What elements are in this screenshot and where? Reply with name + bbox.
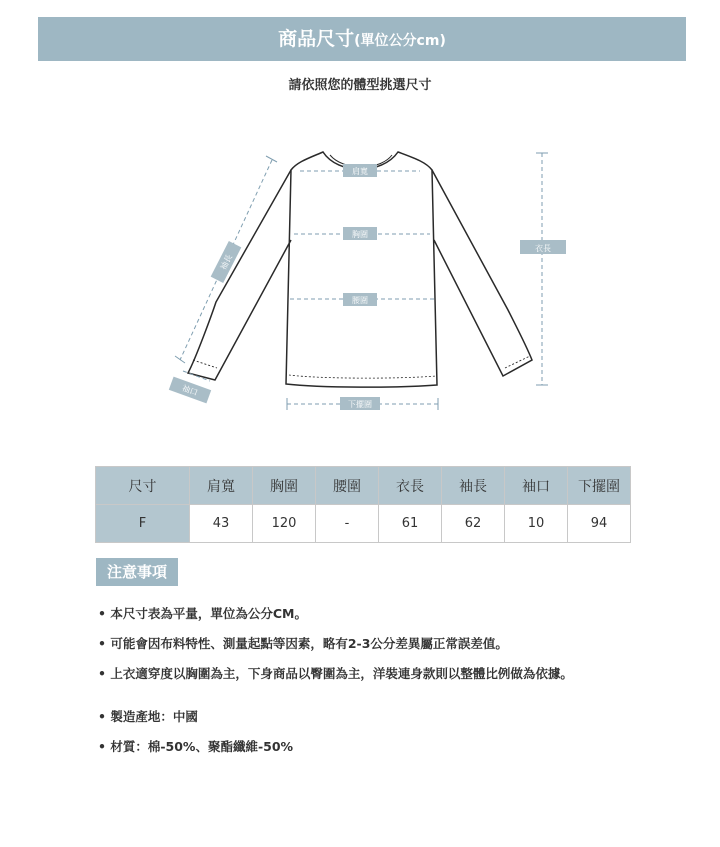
hem-label: 下擺圍: [348, 400, 372, 409]
table-row: [96, 505, 631, 543]
list-item: • 本尺寸表為平量，單位為公分CM。: [98, 604, 573, 620]
table-cell: -: [316, 505, 379, 543]
shoulder-label: 肩寬: [352, 167, 368, 176]
list-item: • 上衣適穿度以胸圍為主，下身商品以臀圍為主，洋裝連身款則以整體比例做為依據。: [98, 664, 573, 680]
subtitle: 請依照您的體型挑選尺寸: [288, 78, 432, 93]
notes-title: 注意事項: [96, 558, 178, 586]
left-cuff-rib: [193, 360, 217, 368]
table-header: 下擺圍: [568, 467, 631, 505]
notes-list: [98, 604, 573, 753]
table-header: 衣長: [379, 467, 442, 505]
table-cell: 62: [442, 505, 505, 543]
unit-note: (單位公分cm): [354, 33, 446, 49]
waist-label: 腰圍: [352, 296, 368, 305]
chest-label: 胸圍: [352, 230, 368, 239]
right-cuff-rib: [505, 356, 530, 368]
table-header: 腰圍: [316, 467, 379, 505]
list-item: • 材質：棉-50%、聚酯纖維-50%: [98, 737, 573, 753]
table-header: 胸圍: [253, 467, 316, 505]
sleeve-label: 袖長: [218, 253, 235, 272]
page-title: 商品尺寸: [278, 28, 355, 50]
table-header: 肩寬: [190, 467, 253, 505]
size-table: [95, 466, 631, 543]
right-sleeve: [432, 170, 532, 376]
table-cell: 94: [568, 505, 631, 543]
cuff-label: 袖口: [180, 383, 199, 398]
list-item: • 製造產地：中國: [98, 707, 573, 723]
hem-rib: [289, 375, 436, 378]
length-label: 衣長: [535, 244, 551, 253]
table-header-row: [96, 467, 631, 505]
table-header: 袖口: [505, 467, 568, 505]
table-cell: 61: [379, 505, 442, 543]
left-sleeve: [188, 170, 291, 380]
table-cell: F: [96, 505, 190, 543]
sweater-outline: [286, 152, 437, 387]
table-cell: 10: [505, 505, 568, 543]
table-header: 尺寸: [96, 467, 190, 505]
table-cell: 43: [190, 505, 253, 543]
table-header: 袖長: [442, 467, 505, 505]
table-cell: 120: [253, 505, 316, 543]
list-item: • 可能會因布料特性、測量起點等因素，略有2-3公分差異屬正常誤差值。: [98, 634, 573, 650]
